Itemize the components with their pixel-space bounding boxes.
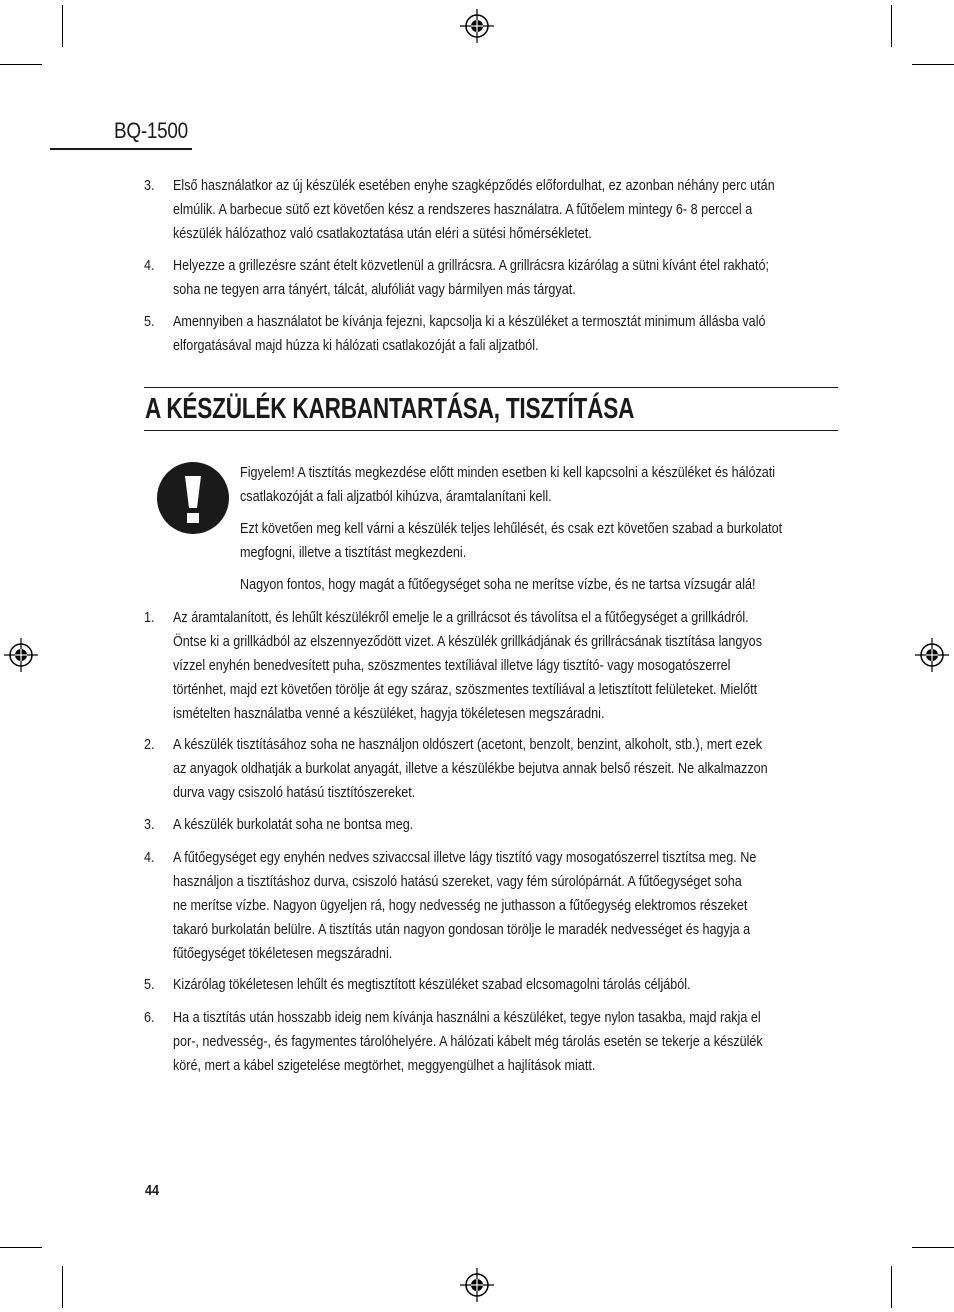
text-line: A készülék tisztításához soha ne használjon oldószert (acetont, benzolt, benzint, alkoholt, stb.), mert ezek xyxy=(173,736,763,753)
crop-mark xyxy=(0,1247,42,1248)
text-line: soha ne tegyen arra tányért, tálcát, alufóliát vagy bármilyen más tárgyat. xyxy=(173,281,576,298)
text-line: Amennyiben a használatot be kívánja fejezni, kapcsolja ki a készüléket a termosztát minimum állásba való xyxy=(173,313,766,330)
text-line: Nagyon fontos, hogy magát a fűtőegységet soha ne merítse vízbe, és ne tartsa vízsugár alá! xyxy=(240,576,756,593)
text-line: fűtőegységet tökéletesen megszáradni. xyxy=(173,945,393,962)
crop-mark xyxy=(62,5,63,47)
warning-paragraph xyxy=(240,573,828,597)
text-line: Helyezze a grillezésre szánt ételt közvetlenül a grillrácsra. A grillrácsra kizárólag a sütni kívánt étel rakható; xyxy=(173,257,769,274)
crop-mark xyxy=(912,1247,954,1248)
list-number: 3. xyxy=(144,816,155,833)
text-line: takaró burkolatán belülre. A tisztítás után nagyon gondosan törölje le maradék nedvességet és hagyja a xyxy=(173,921,751,938)
exclamation-icon xyxy=(157,462,229,534)
warning-paragraph xyxy=(240,461,828,509)
text-line: Kizárólag tökéletesen lehűlt és megtisztított készüléket szabad elcsomagolni tárolás céljából. xyxy=(173,976,691,993)
text-line: Ha a tisztítás után hosszabb ideig nem kívánja használni a készüléket, tegye nylon tasakba, majd rakja el xyxy=(173,1009,761,1026)
list-text xyxy=(173,606,821,726)
list-number: 2. xyxy=(144,736,155,753)
text-line: elmúlik. A barbecue sütő ezt követően kész a rendszeres használatra. A fűtőelem mintegy 6- 8 perccel a xyxy=(173,201,753,218)
warning-paragraph xyxy=(240,517,828,565)
header-rule xyxy=(50,148,192,150)
list-text xyxy=(173,973,821,997)
text-line: csatlakozóját a fali aljzatból kihúzva, áramtalanítani kell. xyxy=(240,488,552,505)
list-number: 4. xyxy=(144,257,155,274)
registration-mark-icon xyxy=(4,638,38,672)
page-number: 44 xyxy=(145,1182,160,1199)
text-line: Az áramtalanított, és lehűlt készülékről emelje le a grillrácsot és távolítsa el a fűtőegységet a grillkádról. xyxy=(173,609,749,626)
crop-mark xyxy=(891,1266,892,1308)
list-number: 5. xyxy=(144,976,155,993)
text-line: elforgatásával majd húzza ki hálózati csatlakozóját a fali aljzatból. xyxy=(173,337,539,354)
list-text xyxy=(173,254,821,302)
text-line: vízzel enyhén benedvesített puha, szöszmentes textíliával illetve lágy tisztító- vagy mosogatószerrel xyxy=(173,657,731,674)
text-line: ismételten használatba venné a készüléket, hagyja tökéletesen megszáradni. xyxy=(173,705,605,722)
text-line: köré, mert a kábel szigetelése megtörhet, meggyengülhet a hajlítások miatt. xyxy=(173,1057,596,1074)
list-text xyxy=(173,733,821,805)
list-number: 6. xyxy=(144,1009,155,1026)
list-number: 3. xyxy=(144,177,155,194)
text-line: Ezt követően meg kell várni a készülék teljes lehűlését, és csak ezt követően szabad a burkolatot xyxy=(240,520,783,537)
crop-mark xyxy=(62,1266,63,1308)
text-line: történhet, majd ezt követően törölje át egy száraz, szöszmentes textíliával a letisztított felületeket. Mielőtt xyxy=(173,681,758,698)
text-line: por-, nedvesség-, és fagymentes tárolóhelyére. A hálózati kábelt még tárolás esetén se tekerje a készülék xyxy=(173,1033,763,1050)
list-number: 1. xyxy=(144,609,155,626)
section-rule-bottom xyxy=(144,430,838,431)
text-line: A fűtőegységet egy enyhén nedves szivaccsal illetve lágy tisztító vagy mosogatószerrel tisztítsa meg. Ne xyxy=(173,849,757,866)
list-number: 5. xyxy=(144,313,155,330)
list-number: 4. xyxy=(144,849,155,866)
section-title: A KÉSZÜLÉK KARBANTARTÁSA, TISZTÍTÁSA xyxy=(145,393,635,425)
list-text xyxy=(173,174,821,246)
text-line: durva vagy csiszoló hatású tisztítószereket. xyxy=(173,784,416,801)
registration-mark-icon xyxy=(915,638,949,672)
text-line: ne merítse vízbe. Nagyon ügyeljen rá, hogy nedvesség ne juthasson a fűtőegység elektromos részeket xyxy=(173,897,748,914)
text-line: készülék hálózathoz való csatlakoztatása után eléri a sütési hőmérsékletet. xyxy=(173,225,592,242)
crop-mark xyxy=(891,5,892,47)
text-line: Öntse ki a grillkádból az elszennyeződött vizet. A készülék grillkádjának és grillrácsának tisztítása langyos xyxy=(173,633,762,650)
registration-mark-icon xyxy=(460,9,494,43)
list-text xyxy=(173,310,821,358)
text-line: Első használatkor az új készülék esetében enyhe szagképződés előfordulhat, ez azonban néhány perc után xyxy=(173,177,775,194)
section-rule-top xyxy=(144,387,838,388)
list-text xyxy=(173,1006,821,1078)
text-line: A készülék burkolatát soha ne bontsa meg. xyxy=(173,816,414,833)
registration-mark-icon xyxy=(460,1268,494,1302)
text-line: az anyagok oldhatják a burkolat anyagát, illetve a készülékbe bejutva annak belső részeit. Ne alkalmazzon xyxy=(173,760,768,777)
text-line: használjon a tisztításhoz durva, csiszoló hatású szereket, vagy fém súrolópárnát. A fűtőegységet soha xyxy=(173,873,742,890)
list-text xyxy=(173,813,821,837)
list-text xyxy=(173,846,821,966)
text-line: Figyelem! A tisztítás megkezdése előtt minden esetben ki kell kapcsolni a készüléket és hálózati xyxy=(240,464,776,481)
model-name: BQ-1500 xyxy=(114,118,188,143)
text-line: megfogni, illetve a tisztítást megkezdeni. xyxy=(240,544,467,561)
crop-mark xyxy=(0,64,42,65)
crop-mark xyxy=(912,64,954,65)
